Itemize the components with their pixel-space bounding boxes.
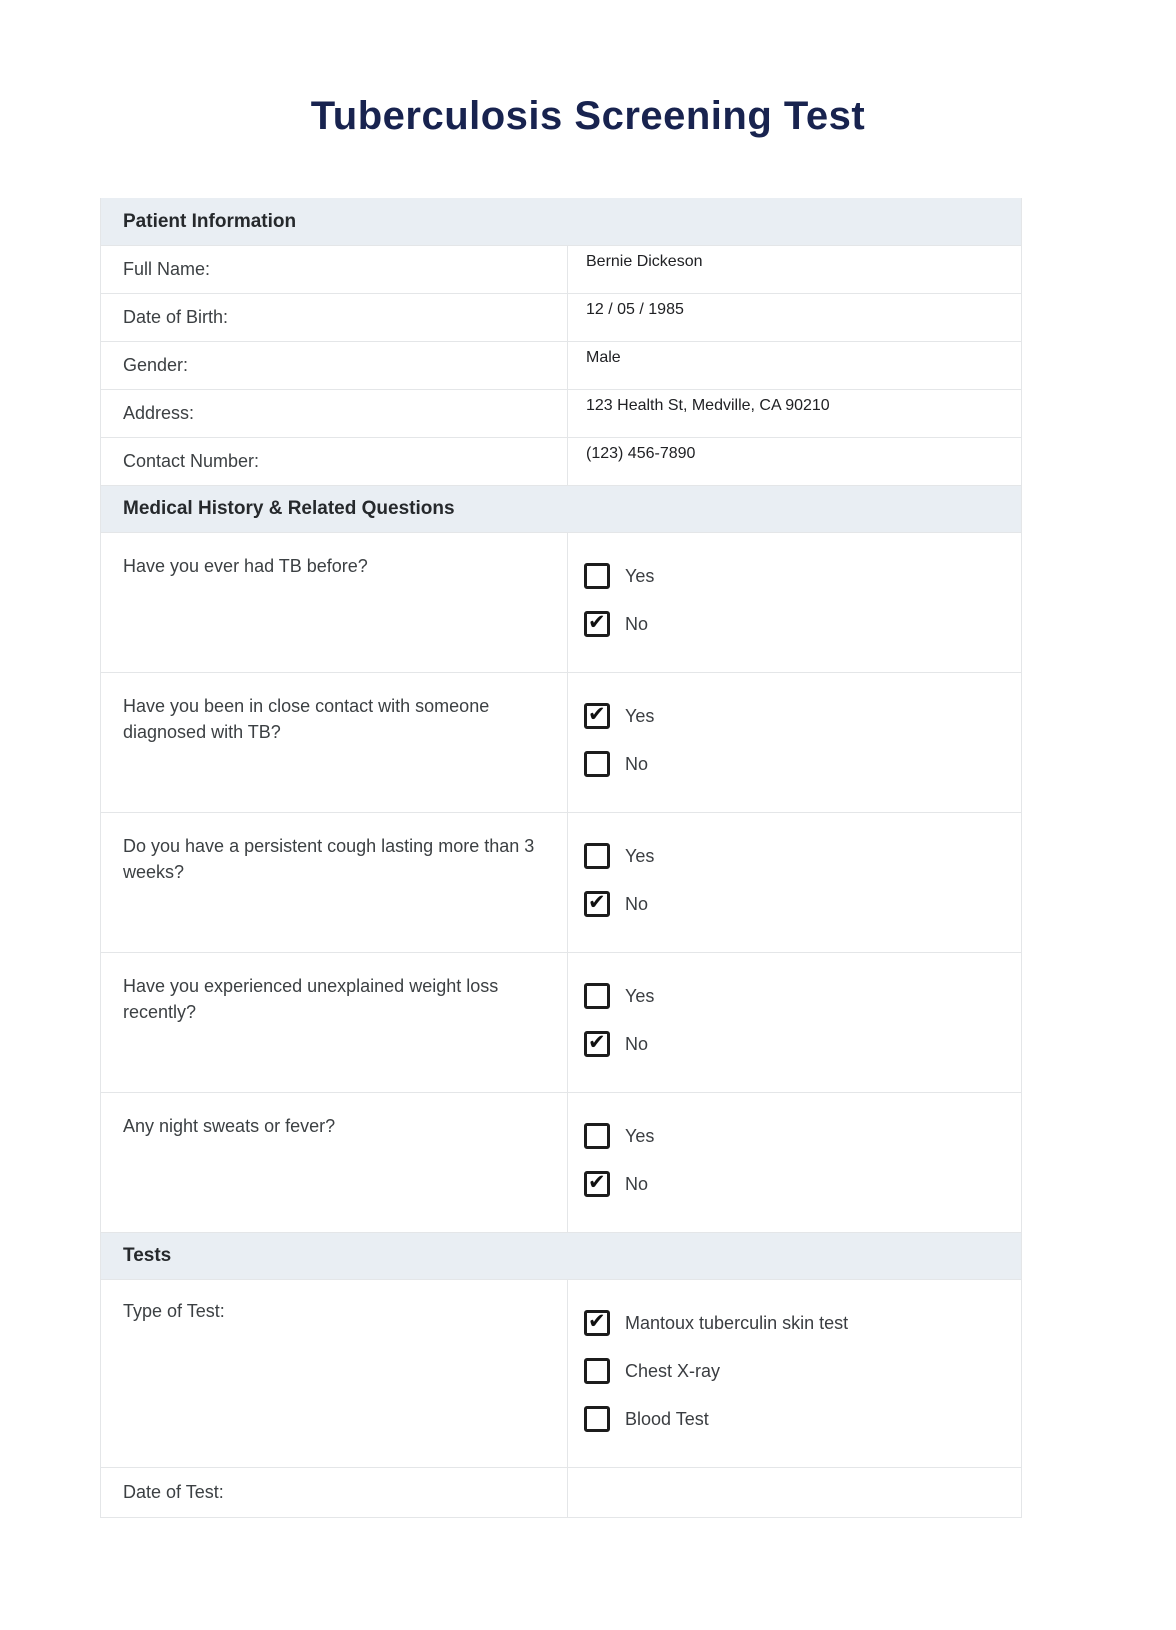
checkbox-icon[interactable] <box>584 983 610 1009</box>
question-row-tb-before <box>101 532 1021 672</box>
option-label: Mantoux tuberculin skin test <box>625 1312 849 1333</box>
section-header-medical-history <box>101 485 1021 532</box>
option-no[interactable] <box>584 751 1011 777</box>
question-label: Type of Test: <box>101 1280 568 1467</box>
section-heading: Tests <box>123 1245 172 1266</box>
checkbox-icon[interactable] <box>584 751 610 777</box>
checkbox-icon[interactable] <box>584 563 610 589</box>
option-label: No <box>625 893 649 914</box>
section-header-tests <box>101 1232 1021 1279</box>
option-yes[interactable] <box>584 1123 1011 1149</box>
option-label: Yes <box>625 1125 655 1146</box>
section-header-patient-information <box>101 198 1021 245</box>
checkbox-icon[interactable] <box>584 1031 610 1057</box>
checkbox-icon[interactable] <box>584 611 610 637</box>
question-row-weight-loss <box>101 952 1021 1092</box>
field-label: Date of Birth: <box>101 294 568 341</box>
options-group <box>568 673 1021 812</box>
checkbox-icon[interactable] <box>584 891 610 917</box>
checkbox-icon[interactable] <box>584 843 610 869</box>
question-label: Have you experienced unexplained weight loss recently? <box>101 953 568 1092</box>
question-row-close-contact <box>101 672 1021 812</box>
option-label: Yes <box>625 565 655 586</box>
option-mantoux-test[interactable] <box>584 1310 1011 1336</box>
field-row-date-of-birth <box>101 293 1021 341</box>
option-chest-xray[interactable] <box>584 1358 1011 1384</box>
field-label: Full Name: <box>101 246 568 293</box>
field-value[interactable]: Male <box>586 349 621 366</box>
option-yes[interactable] <box>584 983 1011 1009</box>
field-row-contact-number <box>101 437 1021 485</box>
question-row-type-of-test <box>101 1279 1021 1467</box>
question-label: Have you ever had TB before? <box>101 533 568 672</box>
screening-form <box>100 198 1022 1518</box>
option-label: Yes <box>625 985 655 1006</box>
options-group <box>568 1093 1021 1232</box>
checkbox-icon[interactable] <box>584 1310 610 1336</box>
field-row-address <box>101 389 1021 437</box>
field-row-gender <box>101 341 1021 389</box>
field-row-full-name <box>101 245 1021 293</box>
field-label: Contact Number: <box>101 438 568 485</box>
field-label: Address: <box>101 390 568 437</box>
option-label: No <box>625 1033 649 1054</box>
option-label: Yes <box>625 845 655 866</box>
checkbox-icon[interactable] <box>584 1123 610 1149</box>
question-row-persistent-cough <box>101 812 1021 952</box>
option-yes[interactable] <box>584 563 1011 589</box>
options-group <box>568 813 1021 952</box>
option-yes[interactable] <box>584 703 1011 729</box>
options-group <box>568 533 1021 672</box>
field-row-date-of-test <box>101 1467 1021 1517</box>
field-label: Gender: <box>101 342 568 389</box>
section-heading: Patient Information <box>123 210 297 232</box>
field-value[interactable] <box>568 1468 1021 1517</box>
option-no[interactable] <box>584 611 1011 637</box>
question-label: Have you been in close contact with someone diagnosed with TB? <box>101 673 568 812</box>
option-yes[interactable] <box>584 843 1011 869</box>
field-value[interactable]: Bernie Dickeson <box>586 253 703 270</box>
checkbox-icon[interactable] <box>584 1358 610 1384</box>
field-value[interactable]: 12 / 05 / 1985 <box>586 301 684 318</box>
option-label: Chest X-ray <box>625 1360 721 1381</box>
option-no[interactable] <box>584 891 1011 917</box>
question-row-night-sweats <box>101 1092 1021 1232</box>
option-no[interactable] <box>584 1171 1011 1197</box>
field-value[interactable]: 123 Health St, Medville, CA 90210 <box>586 397 830 414</box>
question-label: Any night sweats or fever? <box>101 1093 568 1232</box>
option-label: Blood Test <box>625 1408 709 1429</box>
option-label: Yes <box>625 705 655 726</box>
page-title: Tuberculosis Screening Test <box>310 94 866 138</box>
checkbox-icon[interactable] <box>584 1406 610 1432</box>
checkbox-icon[interactable] <box>584 703 610 729</box>
option-label: No <box>625 613 649 634</box>
field-label: Date of Test: <box>101 1468 568 1517</box>
option-label: No <box>625 753 649 774</box>
option-no[interactable] <box>584 1031 1011 1057</box>
option-label: No <box>625 1173 649 1194</box>
question-label: Do you have a persistent cough lasting more than 3 weeks? <box>101 813 568 952</box>
checkbox-icon[interactable] <box>584 1171 610 1197</box>
section-heading: Medical History & Related Questions <box>123 498 455 519</box>
option-blood-test[interactable] <box>584 1406 1011 1432</box>
options-group <box>568 1280 1021 1467</box>
options-group <box>568 953 1021 1092</box>
field-value[interactable]: (123) 456-7890 <box>586 445 696 462</box>
